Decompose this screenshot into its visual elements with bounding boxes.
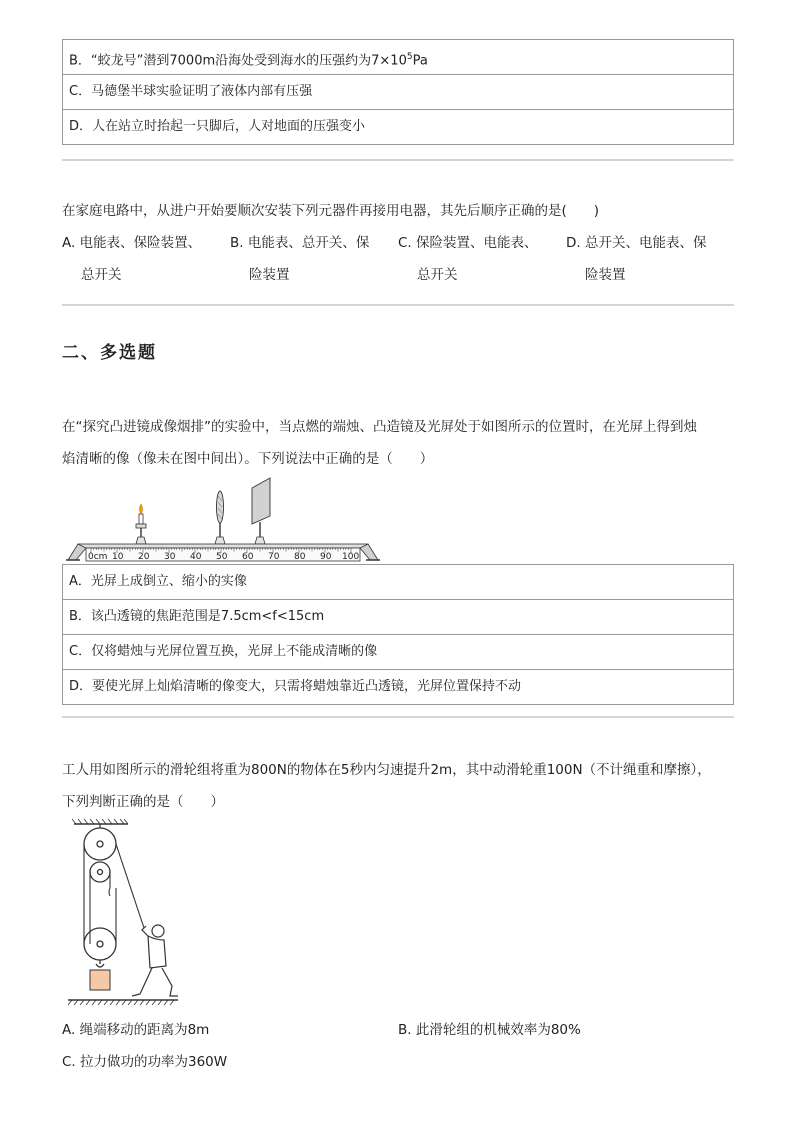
option-label: D． xyxy=(69,119,93,134)
stem-line: 在“探究凸进镜成像烟排”的实验中，当点燃的端烛、凸造镜及光屏处于如图所示的位置时，在光屏上得到烛 xyxy=(62,419,697,435)
option-b[interactable] xyxy=(230,227,390,291)
ruler-label: 70 xyxy=(268,552,280,562)
movable-pulley xyxy=(84,928,116,967)
option-text: 光屏上成倒立、缩小的实像 xyxy=(90,574,247,589)
option-label: C． xyxy=(69,644,92,659)
option-line: 总开关 xyxy=(417,267,458,283)
divider xyxy=(62,304,734,306)
worker-figure xyxy=(132,925,178,996)
option-label: C． xyxy=(69,84,92,99)
ruler-label: 80 xyxy=(294,552,306,562)
ruler-label: 30 xyxy=(164,552,176,562)
ruler-label: 0cm xyxy=(88,552,108,562)
stem-line: 工人用如图所示的滑轮组将重为800N的物体在5秒内匀速提升2m，其中动滑轮重100N（不计绳重和摩擦）， xyxy=(62,762,711,778)
option-a[interactable] xyxy=(63,565,733,600)
ruler-label: 90 xyxy=(320,552,332,562)
question-stem xyxy=(62,411,734,475)
option-line: A. 电能表、保险装置、 xyxy=(62,235,202,251)
light-screen xyxy=(252,478,270,544)
ruler-label: 100 xyxy=(342,552,360,562)
option-a[interactable]: A. 绳端移动的距离为8m xyxy=(62,1022,210,1038)
option-c[interactable]: C. 拉力做功的功率为360W xyxy=(62,1054,228,1070)
unit: Pa xyxy=(412,53,428,69)
optical-bench-figure xyxy=(64,474,382,566)
option-line: 险装置 xyxy=(585,267,626,283)
exponent: 5 xyxy=(406,52,413,62)
option-text: 马德堡半球实验证明了液体内部有压强 xyxy=(91,84,313,99)
fixed-pulley xyxy=(84,828,116,882)
option-text: “蛟龙号”潜到7000m沿海处受到海水的压强约为7×10 xyxy=(90,53,407,69)
question-stem: 在家庭电路中，从进户开始要顺次安装下列元器件再接用电器，其先后顺序正确的是( ) xyxy=(62,203,600,219)
option-line: B. 电能表、总开关、保 xyxy=(230,235,370,251)
ruler-label: 20 xyxy=(138,552,150,562)
option-c[interactable] xyxy=(398,227,558,291)
stem-line: 下列判断正确的是（ ） xyxy=(62,794,224,810)
convex-lens xyxy=(215,491,225,544)
option-label: B． xyxy=(69,609,91,624)
option-d[interactable] xyxy=(63,670,733,704)
option-label: A． xyxy=(69,574,91,589)
candle xyxy=(136,504,146,544)
option-c[interactable] xyxy=(63,75,733,110)
lens-question-options xyxy=(62,564,734,705)
option-b[interactable] xyxy=(63,40,733,75)
ruler-label: 60 xyxy=(242,552,254,562)
prev-question-options xyxy=(62,39,734,145)
question-stem xyxy=(62,754,734,818)
option-b[interactable] xyxy=(63,600,733,635)
divider xyxy=(62,716,734,718)
option-text: 该凸透镜的焦距范围是7.5cm<f<15cm xyxy=(90,609,325,624)
ruler-label: 40 xyxy=(190,552,202,562)
ceiling xyxy=(72,819,128,828)
option-line: 险装置 xyxy=(249,267,290,283)
weight-block xyxy=(90,970,110,990)
option-text: 人在站立时抬起一只脚后，人对地面的压强变小 xyxy=(92,119,366,134)
option-c[interactable] xyxy=(63,635,733,670)
option-label: B． xyxy=(69,53,91,69)
option-line: 总开关 xyxy=(81,267,122,283)
option-d[interactable] xyxy=(63,110,733,144)
ruler-label: 50 xyxy=(216,552,228,562)
option-a[interactable] xyxy=(62,227,222,291)
option-b[interactable]: B. 此滑轮组的机械效率为80% xyxy=(398,1022,581,1038)
option-text: 要使光屏上灿焰清晰的像变大，只需将蜡烛靠近凸透镜，光屏位置保持不动 xyxy=(92,679,522,694)
option-d[interactable] xyxy=(566,227,726,291)
option-line: D. 总开关、电能表、保 xyxy=(566,235,707,251)
stem-line: 焰清晰的像（像未在图中间出）。下列说法中正确的是（ ） xyxy=(62,451,434,467)
ground xyxy=(68,1000,178,1005)
option-line: C. 保险装置、电能表、 xyxy=(398,235,538,251)
option-label: D． xyxy=(69,679,93,694)
option-text: 仅将蜡烛与光屏位置互换，光屏上不能成清晰的像 xyxy=(91,644,378,659)
divider xyxy=(62,159,734,161)
ruler-label: 10 xyxy=(112,552,124,562)
pulley-system-figure xyxy=(62,818,192,1010)
section-title: 二、多选题 xyxy=(62,343,157,363)
